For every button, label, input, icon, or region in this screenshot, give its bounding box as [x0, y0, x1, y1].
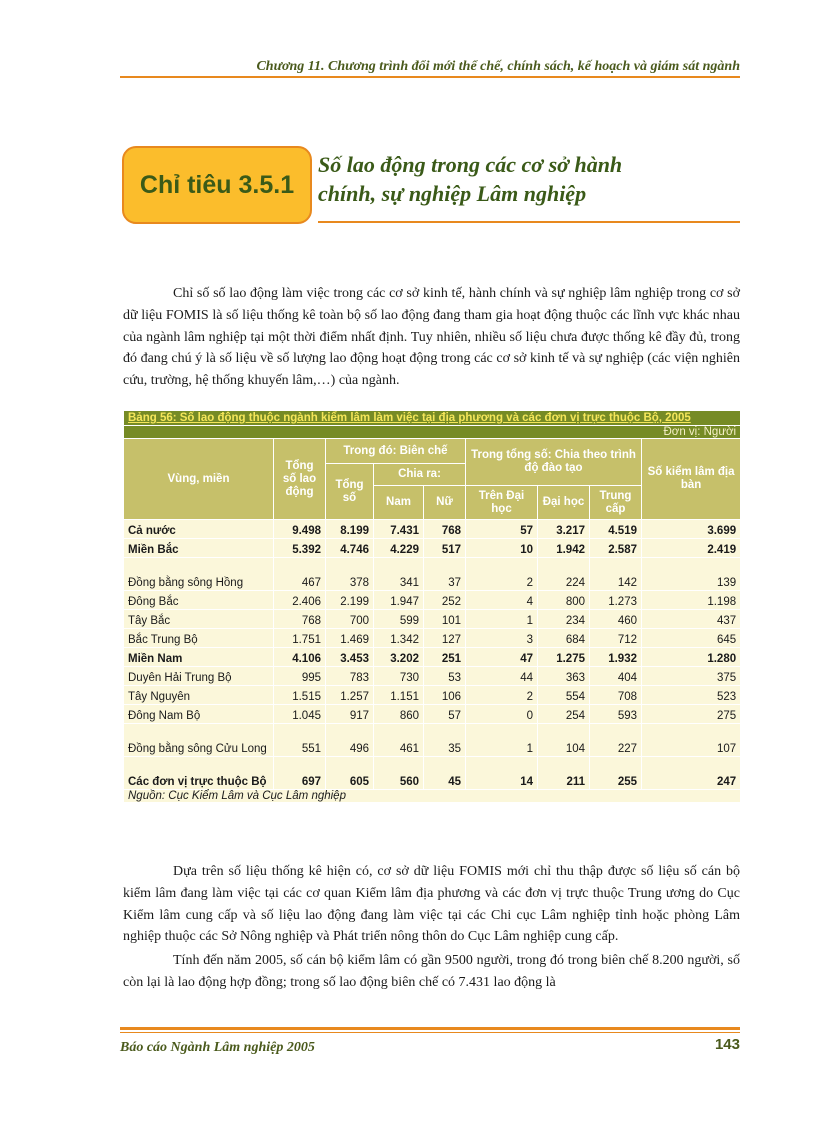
- cell-uni: 104: [538, 724, 590, 757]
- row-region: Đông Nam Bộ: [124, 705, 274, 724]
- cell-col: 1.273: [590, 591, 642, 610]
- cell-col: 708: [590, 686, 642, 705]
- col-perm-total: Tổng số: [326, 464, 374, 520]
- cell-pg: 0: [466, 705, 538, 724]
- cell-uni: 554: [538, 686, 590, 705]
- row-region: Đồng bằng sông Hồng: [124, 558, 274, 591]
- table-row: [124, 648, 741, 667]
- cell-uni: 234: [538, 610, 590, 629]
- cell-rangers: 1.198: [642, 591, 741, 610]
- cell-total: 768: [274, 610, 326, 629]
- cell-total: 697: [274, 757, 326, 790]
- table-row: [124, 757, 741, 790]
- cell-male: 461: [374, 724, 424, 757]
- cell-pg: 4: [466, 591, 538, 610]
- cell-total: 5.392: [274, 539, 326, 558]
- col-permanent: Trong đó: Biên chế: [326, 439, 466, 464]
- col-postgrad: Trên Đại học: [466, 486, 538, 520]
- row-region: Duyên Hải Trung Bộ: [124, 667, 274, 686]
- cell-uni: 224: [538, 558, 590, 591]
- body-paragraphs: [123, 861, 740, 994]
- cell-total: 551: [274, 724, 326, 757]
- cell-rangers: 523: [642, 686, 741, 705]
- cell-male: 1.151: [374, 686, 424, 705]
- cell-perm: 378: [326, 558, 374, 591]
- table-row: [124, 686, 741, 705]
- cell-male: 7.431: [374, 520, 424, 539]
- cell-perm: 700: [326, 610, 374, 629]
- cell-female: 57: [424, 705, 466, 724]
- cell-pg: 1: [466, 610, 538, 629]
- cell-uni: 254: [538, 705, 590, 724]
- cell-male: 560: [374, 757, 424, 790]
- section-divider: [318, 221, 740, 223]
- col-education: Trong tổng số: Chia theo trình độ đào tạo: [466, 439, 642, 486]
- cell-male: 599: [374, 610, 424, 629]
- cell-col: 142: [590, 558, 642, 591]
- row-region: Miền Nam: [124, 648, 274, 667]
- cell-uni: 363: [538, 667, 590, 686]
- table-row: [124, 610, 741, 629]
- cell-female: 45: [424, 757, 466, 790]
- intro-paragraph: [123, 283, 740, 392]
- cell-male: 3.202: [374, 648, 424, 667]
- cell-perm: 8.199: [326, 520, 374, 539]
- cell-col: 593: [590, 705, 642, 724]
- table-row: [124, 724, 741, 757]
- cell-total: 2.406: [274, 591, 326, 610]
- footer-divider: [120, 1027, 740, 1030]
- row-region: Tây Bắc: [124, 610, 274, 629]
- cell-female: 53: [424, 667, 466, 686]
- cell-col: 227: [590, 724, 642, 757]
- cell-rangers: 275: [642, 705, 741, 724]
- cell-perm: 2.199: [326, 591, 374, 610]
- cell-perm: 496: [326, 724, 374, 757]
- cell-rangers: 2.419: [642, 539, 741, 558]
- col-rangers: Số kiểm lâm địa bàn: [642, 439, 741, 520]
- cell-rangers: 1.280: [642, 648, 741, 667]
- chapter-header: Chương 11. Chương trình đổi mới thể chế, chính sách, kế hoạch và giám sát ngành: [256, 59, 740, 74]
- section-title-line1: Số lao động trong các cơ sở hành: [318, 152, 623, 177]
- cell-total: 1.515: [274, 686, 326, 705]
- row-region: Miền Bắc: [124, 539, 274, 558]
- row-region: Đông Bắc: [124, 591, 274, 610]
- cell-uni: 3.217: [538, 520, 590, 539]
- col-university: Đại học: [538, 486, 590, 520]
- indicator-code: Chỉ tiêu 3.5.1: [139, 170, 295, 199]
- cell-col: 255: [590, 757, 642, 790]
- cell-rangers: 3.699: [642, 520, 741, 539]
- col-female: Nữ: [424, 486, 466, 520]
- section-title: [318, 150, 738, 208]
- cell-female: 252: [424, 591, 466, 610]
- intro-text: Chỉ số số lao động làm việc trong các cơ sở kinh tế, hành chính và sự nghiệp lâm nghiệp trong cơ sở dữ liệu FOMIS là số liệu thống kê toàn bộ số lao động đang tham gia hoạt động thuộc các lĩnh vực khác nhau của ngành lâm nghiệp tại một thời điểm nhất định. Tuy nhiên, nhiều số liệu chưa được thống kê đầy đủ, trong đó đang chú ý là số liệu về số lượng lao động hoạt động trong các cơ sở kinh tế và sự nghiệp (các viện nghiên cứu, trường, hệ thống khuyến lâm,…) của ngành.: [123, 286, 740, 389]
- cell-col: 4.519: [590, 520, 642, 539]
- cell-rangers: 139: [642, 558, 741, 591]
- cell-pg: 3: [466, 629, 538, 648]
- table-source: Nguồn: Cục Kiểm Lâm và Cục Lâm nghiệp: [124, 790, 741, 803]
- cell-female: 101: [424, 610, 466, 629]
- cell-rangers: 107: [642, 724, 741, 757]
- table-unit: Đơn vị: Người: [124, 426, 741, 439]
- col-split: Chia ra:: [374, 464, 466, 486]
- footer-report-title: Báo cáo Ngành Lâm nghiệp 2005: [120, 1040, 315, 1055]
- cell-pg: 44: [466, 667, 538, 686]
- cell-pg: 10: [466, 539, 538, 558]
- cell-female: 106: [424, 686, 466, 705]
- cell-female: 768: [424, 520, 466, 539]
- cell-male: 860: [374, 705, 424, 724]
- cell-uni: 800: [538, 591, 590, 610]
- table-row: [124, 591, 741, 610]
- cell-male: 341: [374, 558, 424, 591]
- cell-total: 467: [274, 558, 326, 591]
- col-college: Trung cấp: [590, 486, 642, 520]
- cell-female: 517: [424, 539, 466, 558]
- col-male: Nam: [374, 486, 424, 520]
- col-total: Tổng số lao động: [274, 439, 326, 520]
- cell-male: 730: [374, 667, 424, 686]
- cell-col: 712: [590, 629, 642, 648]
- cell-perm: 917: [326, 705, 374, 724]
- cell-rangers: 247: [642, 757, 741, 790]
- cell-total: 9.498: [274, 520, 326, 539]
- cell-col: 2.587: [590, 539, 642, 558]
- cell-male: 1.947: [374, 591, 424, 610]
- table-caption: Bảng 56: Số lao động thuộc ngành kiểm lâm làm việc tại địa phương và các đơn vị trực thuộc Bộ, 2005: [124, 411, 741, 426]
- cell-col: 404: [590, 667, 642, 686]
- cell-female: 127: [424, 629, 466, 648]
- col-region: Vùng, miền: [124, 439, 274, 520]
- row-region: Cả nước: [124, 520, 274, 539]
- cell-female: 251: [424, 648, 466, 667]
- cell-uni: 1.275: [538, 648, 590, 667]
- cell-total: 1.045: [274, 705, 326, 724]
- cell-perm: 783: [326, 667, 374, 686]
- cell-uni: 1.942: [538, 539, 590, 558]
- cell-pg: 14: [466, 757, 538, 790]
- body-paragraph-2: Tính đến năm 2005, số cán bộ kiểm lâm có gần 9500 người, trong đó trong biên chế 8.200 người, số còn lại là lao động hợp đồng; trong số lao động biên chế có 7.431 lao động là: [123, 953, 740, 990]
- cell-pg: 57: [466, 520, 538, 539]
- cell-perm: 1.257: [326, 686, 374, 705]
- table-row: [124, 629, 741, 648]
- row-region: Tây Nguyên: [124, 686, 274, 705]
- cell-total: 4.106: [274, 648, 326, 667]
- indicator-badge: [122, 146, 312, 224]
- header-divider: [120, 76, 740, 78]
- cell-perm: 4.746: [326, 539, 374, 558]
- cell-pg: 2: [466, 686, 538, 705]
- cell-uni: 211: [538, 757, 590, 790]
- cell-male: 1.342: [374, 629, 424, 648]
- cell-rangers: 437: [642, 610, 741, 629]
- table-row: [124, 667, 741, 686]
- cell-pg: 47: [466, 648, 538, 667]
- cell-rangers: 375: [642, 667, 741, 686]
- cell-perm: 3.453: [326, 648, 374, 667]
- cell-pg: 2: [466, 558, 538, 591]
- body-paragraph-1: Dựa trên số liệu thống kê hiện có, cơ sở dữ liệu FOMIS mới chỉ thu thập được số liệu số cán bộ kiểm lâm đang làm việc tại các cơ quan Kiểm lâm địa phương và các đơn vị trực thuộc Trung ương do Cục Kiểm lâm cung cấp và số liệu lao động đang làm việc tại các Chi cục Lâm nghiệp tỉnh hoặc phòng Lâm nghiệp thuộc các Sở Nông nghiệp và Phát triển nông thôn do Cục Lâm nghiệp cung cấp.: [123, 864, 740, 945]
- cell-perm: 1.469: [326, 629, 374, 648]
- cell-perm: 605: [326, 757, 374, 790]
- table-row: [124, 705, 741, 724]
- row-region: Các đơn vị trực thuộc Bộ: [124, 757, 274, 790]
- cell-col: 1.932: [590, 648, 642, 667]
- cell-female: 37: [424, 558, 466, 591]
- row-region: Đồng bằng sông Cửu Long: [124, 724, 274, 757]
- section-title-line2: chính, sự nghiệp Lâm nghiệp: [318, 181, 587, 206]
- cell-total: 1.751: [274, 629, 326, 648]
- page-number: 143: [714, 1036, 740, 1053]
- row-region: Bắc Trung Bộ: [124, 629, 274, 648]
- table-row: [124, 558, 741, 591]
- footer-divider-thin: [120, 1032, 740, 1033]
- cell-rangers: 645: [642, 629, 741, 648]
- cell-female: 35: [424, 724, 466, 757]
- table-row: [124, 520, 741, 539]
- table-row: [124, 539, 741, 558]
- cell-uni: 684: [538, 629, 590, 648]
- cell-pg: 1: [466, 724, 538, 757]
- cell-col: 460: [590, 610, 642, 629]
- cell-male: 4.229: [374, 539, 424, 558]
- labor-table: [123, 410, 741, 803]
- cell-total: 995: [274, 667, 326, 686]
